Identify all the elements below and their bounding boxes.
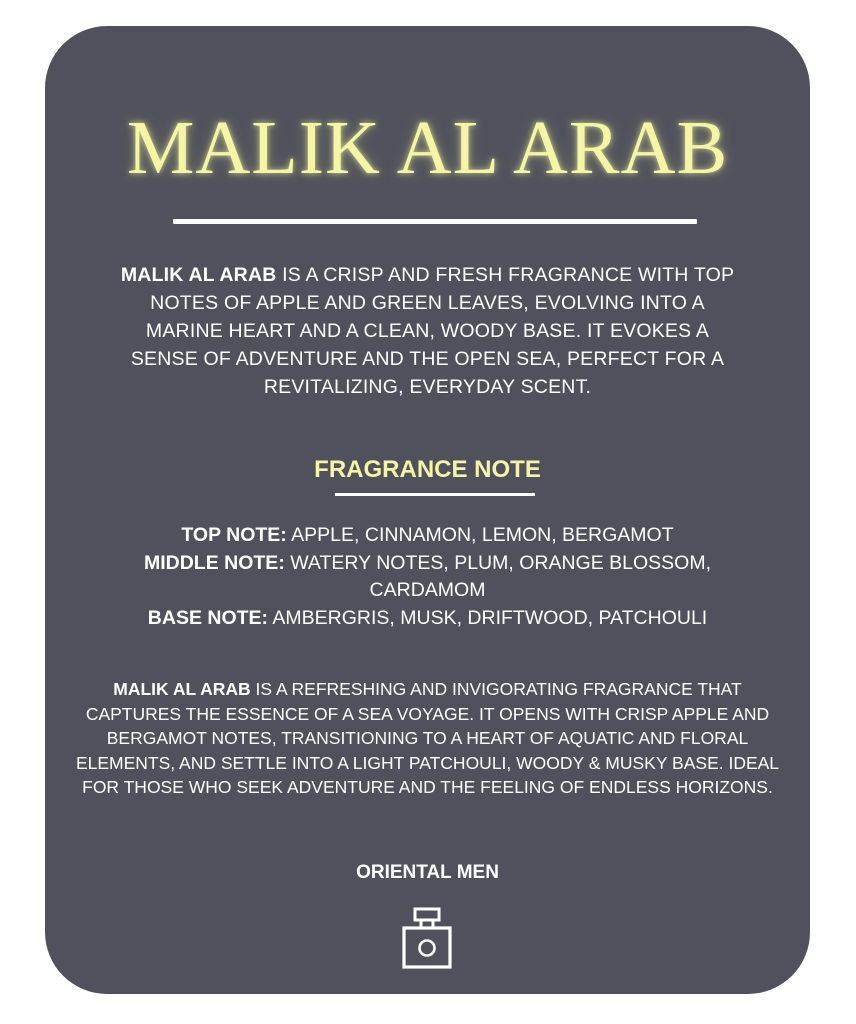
fragrance-note-divider xyxy=(335,493,535,496)
product-title: MALIK AL ARAB xyxy=(126,106,729,190)
intro-text: IS A CRISP AND FRESH FRAGRANCE WITH TOP NOTES OF APPLE AND GREEN LEAVES, EVOLVING INTO A MARINE HEART AND A CLEAN, WOODY BASE. IT EVOKES A SENSE OF ADVENTURE AND THE OPEN SEA, PERFECT FOR A REVITALIZING, EVERYDAY SCENT. xyxy=(130,264,735,398)
middle-note-label: MIDDLE NOTE: xyxy=(143,551,285,574)
top-note-label: TOP NOTE: xyxy=(181,524,287,546)
outro-text: IS A REFRESHING AND INVIGORATING FRAGRANCE THAT CAPTURES THE ESSENCE OF A SEA VOYAGE. IT OPENS WITH CRISP APPLE AND BERGAMOT NOTES, TRANSITIONING TO A HEART OF AQUATIC AND FLORAL ELEMENTS, AND SETTLE INTO A LIGHT PATCHOULI, WOODY & MUSKY BASE. IDEAL FOR THOSE WHO SEEK ADVENTURE AND THE FEELING OF ENDLESS HORIZONS. xyxy=(75,679,780,798)
fragrance-notes-list xyxy=(115,522,740,632)
category-label: ORIENTAL MEN xyxy=(356,862,499,883)
intro-paragraph xyxy=(115,261,740,401)
base-note-value: AMBERGRIS, MUSK, DRIFTWOOD, PATCHOULI xyxy=(268,606,708,629)
outro-brand-name: MALIK AL ARAB xyxy=(113,679,251,699)
top-note-value: APPLE, CINNAMON, LEMON, BERGAMOT xyxy=(286,524,674,546)
product-card xyxy=(45,26,810,994)
middle-note-value: WATERY NOTES, PLUM, ORANGE BLOSSOM, CARDAMOM xyxy=(284,551,712,601)
middle-note xyxy=(115,550,740,605)
perfume-bottle-icon xyxy=(401,906,453,970)
base-note xyxy=(115,605,740,633)
fragrance-note-heading: FRAGRANCE NOTE xyxy=(314,456,541,483)
base-note-label: BASE NOTE: xyxy=(147,606,269,629)
intro-brand-name: MALIK AL ARAB xyxy=(120,264,277,286)
top-note xyxy=(115,522,740,550)
title-divider xyxy=(173,219,697,224)
outro-paragraph xyxy=(75,677,780,800)
